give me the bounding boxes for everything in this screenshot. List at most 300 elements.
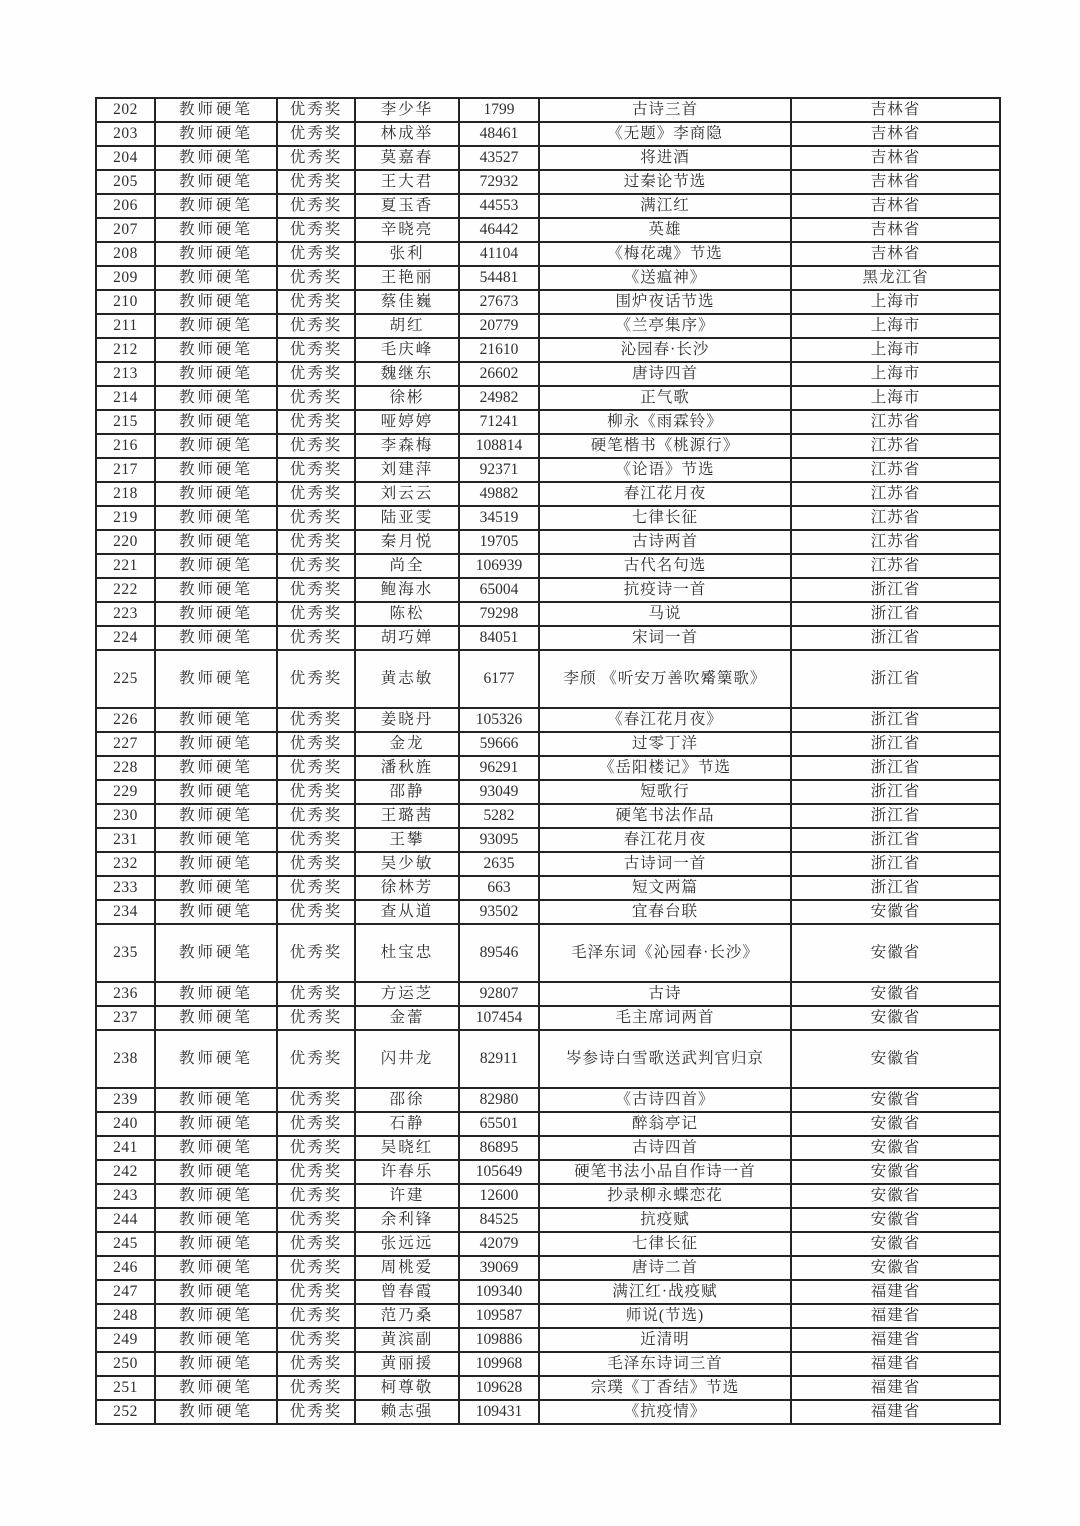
table-row <box>96 602 1000 626</box>
cell-category: 教师硬笔 <box>155 1400 277 1424</box>
cell-work-title: 春江花月夜 <box>539 828 791 852</box>
cell-award: 优秀奖 <box>277 1304 355 1328</box>
cell-province: 浙江省 <box>791 626 1000 650</box>
cell-row-number: 250 <box>96 1352 155 1376</box>
cell-name: 夏玉香 <box>355 194 459 218</box>
cell-row-number: 221 <box>96 554 155 578</box>
cell-row-number: 247 <box>96 1280 155 1304</box>
table-row <box>96 1208 1000 1232</box>
cell-name: 林成举 <box>355 122 459 146</box>
cell-name: 周桃爱 <box>355 1256 459 1280</box>
cell-row-number: 241 <box>96 1136 155 1160</box>
cell-work-title: 柳永《雨霖铃》 <box>539 410 791 434</box>
cell-entry-number: 93049 <box>459 780 539 804</box>
table-row <box>96 242 1000 266</box>
cell-category: 教师硬笔 <box>155 1232 277 1256</box>
cell-work-title: 宗璞《丁香结》节选 <box>539 1376 791 1400</box>
cell-province: 江苏省 <box>791 410 1000 434</box>
cell-award: 优秀奖 <box>277 626 355 650</box>
cell-category: 教师硬笔 <box>155 602 277 626</box>
cell-name: 刘建萍 <box>355 458 459 482</box>
cell-award: 优秀奖 <box>277 122 355 146</box>
cell-entry-number: 82980 <box>459 1088 539 1112</box>
cell-award: 优秀奖 <box>277 1112 355 1136</box>
cell-entry-number: 71241 <box>459 410 539 434</box>
cell-entry-number: 79298 <box>459 602 539 626</box>
table-row <box>96 1006 1000 1030</box>
cell-category: 教师硬笔 <box>155 1006 277 1030</box>
cell-province: 黑龙江省 <box>791 266 1000 290</box>
cell-entry-number: 20779 <box>459 314 539 338</box>
cell-row-number: 206 <box>96 194 155 218</box>
cell-province: 上海市 <box>791 362 1000 386</box>
cell-award: 优秀奖 <box>277 650 355 708</box>
cell-category: 教师硬笔 <box>155 554 277 578</box>
cell-province: 吉林省 <box>791 242 1000 266</box>
table-row <box>96 410 1000 434</box>
cell-name: 吴晓红 <box>355 1136 459 1160</box>
cell-entry-number: 1799 <box>459 98 539 122</box>
cell-province: 安徽省 <box>791 1184 1000 1208</box>
table-row <box>96 266 1000 290</box>
cell-row-number: 224 <box>96 626 155 650</box>
awards-table-body <box>96 98 1000 1424</box>
table-row <box>96 434 1000 458</box>
cell-award: 优秀奖 <box>277 602 355 626</box>
cell-row-number: 233 <box>96 876 155 900</box>
table-row <box>96 1160 1000 1184</box>
cell-row-number: 223 <box>96 602 155 626</box>
cell-row-number: 217 <box>96 458 155 482</box>
cell-province: 江苏省 <box>791 434 1000 458</box>
cell-province: 安徽省 <box>791 1232 1000 1256</box>
cell-work-title: 唐诗二首 <box>539 1256 791 1280</box>
cell-name: 毛庆峰 <box>355 338 459 362</box>
cell-category: 教师硬笔 <box>155 242 277 266</box>
cell-entry-number: 109628 <box>459 1376 539 1400</box>
cell-name: 哑婷婷 <box>355 410 459 434</box>
table-row <box>96 1088 1000 1112</box>
table-row <box>96 194 1000 218</box>
cell-entry-number: 663 <box>459 876 539 900</box>
table-row <box>96 900 1000 924</box>
table-row <box>96 1304 1000 1328</box>
cell-name: 许建 <box>355 1184 459 1208</box>
cell-name: 蔡佳巍 <box>355 290 459 314</box>
cell-work-title: 古诗 <box>539 982 791 1006</box>
cell-row-number: 203 <box>96 122 155 146</box>
table-row <box>96 852 1000 876</box>
cell-row-number: 232 <box>96 852 155 876</box>
cell-category: 教师硬笔 <box>155 1208 277 1232</box>
table-row <box>96 804 1000 828</box>
cell-province: 安徽省 <box>791 1136 1000 1160</box>
cell-entry-number: 26602 <box>459 362 539 386</box>
cell-entry-number: 84051 <box>459 626 539 650</box>
cell-row-number: 244 <box>96 1208 155 1232</box>
cell-province: 浙江省 <box>791 828 1000 852</box>
cell-province: 安徽省 <box>791 1030 1000 1088</box>
cell-category: 教师硬笔 <box>155 1160 277 1184</box>
cell-province: 吉林省 <box>791 194 1000 218</box>
cell-entry-number: 54481 <box>459 266 539 290</box>
cell-province: 安徽省 <box>791 1088 1000 1112</box>
cell-name: 李森梅 <box>355 434 459 458</box>
cell-work-title: 满江红 <box>539 194 791 218</box>
cell-province: 江苏省 <box>791 482 1000 506</box>
cell-row-number: 252 <box>96 1400 155 1424</box>
cell-entry-number: 105649 <box>459 1160 539 1184</box>
table-row <box>96 1232 1000 1256</box>
cell-category: 教师硬笔 <box>155 828 277 852</box>
cell-province: 安徽省 <box>791 982 1000 1006</box>
cell-row-number: 219 <box>96 506 155 530</box>
cell-name: 张利 <box>355 242 459 266</box>
table-row <box>96 290 1000 314</box>
cell-category: 教师硬笔 <box>155 98 277 122</box>
cell-category: 教师硬笔 <box>155 626 277 650</box>
cell-entry-number: 39069 <box>459 1256 539 1280</box>
cell-award: 优秀奖 <box>277 1280 355 1304</box>
cell-row-number: 242 <box>96 1160 155 1184</box>
cell-award: 优秀奖 <box>277 804 355 828</box>
cell-province: 福建省 <box>791 1400 1000 1424</box>
cell-province: 上海市 <box>791 290 1000 314</box>
cell-province: 吉林省 <box>791 98 1000 122</box>
cell-work-title: 满江红·战疫赋 <box>539 1280 791 1304</box>
cell-work-title: 毛主席词两首 <box>539 1006 791 1030</box>
cell-entry-number: 105326 <box>459 708 539 732</box>
cell-work-title: 古诗四首 <box>539 1136 791 1160</box>
cell-category: 教师硬笔 <box>155 362 277 386</box>
cell-row-number: 234 <box>96 900 155 924</box>
cell-province: 浙江省 <box>791 650 1000 708</box>
cell-row-number: 229 <box>96 780 155 804</box>
cell-row-number: 210 <box>96 290 155 314</box>
cell-row-number: 211 <box>96 314 155 338</box>
cell-category: 教师硬笔 <box>155 434 277 458</box>
cell-award: 优秀奖 <box>277 458 355 482</box>
cell-category: 教师硬笔 <box>155 732 277 756</box>
cell-work-title: 正气歌 <box>539 386 791 410</box>
cell-province: 吉林省 <box>791 218 1000 242</box>
cell-name: 闪井龙 <box>355 1030 459 1088</box>
cell-award: 优秀奖 <box>277 852 355 876</box>
cell-award: 优秀奖 <box>277 876 355 900</box>
table-row <box>96 146 1000 170</box>
cell-row-number: 251 <box>96 1376 155 1400</box>
cell-province: 安徽省 <box>791 1006 1000 1030</box>
table-row <box>96 650 1000 708</box>
table-row <box>96 218 1000 242</box>
cell-entry-number: 21610 <box>459 338 539 362</box>
cell-province: 福建省 <box>791 1280 1000 1304</box>
cell-category: 教师硬笔 <box>155 852 277 876</box>
cell-row-number: 228 <box>96 756 155 780</box>
cell-row-number: 209 <box>96 266 155 290</box>
cell-name: 魏继东 <box>355 362 459 386</box>
cell-category: 教师硬笔 <box>155 876 277 900</box>
cell-province: 上海市 <box>791 386 1000 410</box>
cell-name: 黄丽援 <box>355 1352 459 1376</box>
cell-award: 优秀奖 <box>277 482 355 506</box>
cell-work-title: 毛泽东诗词三首 <box>539 1352 791 1376</box>
cell-row-number: 240 <box>96 1112 155 1136</box>
table-row <box>96 1328 1000 1352</box>
cell-work-title: 抗疫诗一首 <box>539 578 791 602</box>
cell-work-title: 过零丁洋 <box>539 732 791 756</box>
cell-entry-number: 65004 <box>459 578 539 602</box>
cell-entry-number: 93095 <box>459 828 539 852</box>
cell-work-title: 春江花月夜 <box>539 482 791 506</box>
cell-work-title: 古诗三首 <box>539 98 791 122</box>
cell-name: 陆亚雯 <box>355 506 459 530</box>
cell-province: 安徽省 <box>791 1160 1000 1184</box>
cell-name: 张远远 <box>355 1232 459 1256</box>
cell-row-number: 231 <box>96 828 155 852</box>
cell-award: 优秀奖 <box>277 1030 355 1088</box>
cell-row-number: 216 <box>96 434 155 458</box>
cell-category: 教师硬笔 <box>155 482 277 506</box>
cell-row-number: 214 <box>96 386 155 410</box>
cell-name: 邵静 <box>355 780 459 804</box>
cell-category: 教师硬笔 <box>155 410 277 434</box>
table-row <box>96 98 1000 122</box>
table-row <box>96 530 1000 554</box>
cell-category: 教师硬笔 <box>155 194 277 218</box>
cell-row-number: 202 <box>96 98 155 122</box>
cell-award: 优秀奖 <box>277 146 355 170</box>
cell-category: 教师硬笔 <box>155 1376 277 1400</box>
cell-province: 浙江省 <box>791 876 1000 900</box>
cell-entry-number: 89546 <box>459 924 539 982</box>
table-row <box>96 924 1000 982</box>
cell-name: 李少华 <box>355 98 459 122</box>
cell-name: 范乃桑 <box>355 1304 459 1328</box>
cell-province: 安徽省 <box>791 900 1000 924</box>
table-row <box>96 756 1000 780</box>
cell-row-number: 230 <box>96 804 155 828</box>
cell-award: 优秀奖 <box>277 828 355 852</box>
cell-name: 黄滨副 <box>355 1328 459 1352</box>
cell-entry-number: 109968 <box>459 1352 539 1376</box>
cell-entry-number: 6177 <box>459 650 539 708</box>
cell-row-number: 204 <box>96 146 155 170</box>
cell-name: 许春乐 <box>355 1160 459 1184</box>
table-row <box>96 338 1000 362</box>
table-row <box>96 1400 1000 1424</box>
cell-work-title: 古诗两首 <box>539 530 791 554</box>
cell-name: 杜宝忠 <box>355 924 459 982</box>
cell-work-title: 《梅花魂》节选 <box>539 242 791 266</box>
cell-award: 优秀奖 <box>277 506 355 530</box>
table-row <box>96 482 1000 506</box>
cell-award: 优秀奖 <box>277 578 355 602</box>
cell-row-number: 246 <box>96 1256 155 1280</box>
cell-entry-number: 34519 <box>459 506 539 530</box>
cell-award: 优秀奖 <box>277 98 355 122</box>
cell-category: 教师硬笔 <box>155 290 277 314</box>
cell-work-title: 英雄 <box>539 218 791 242</box>
cell-row-number: 236 <box>96 982 155 1006</box>
table-row <box>96 626 1000 650</box>
table-row <box>96 314 1000 338</box>
cell-category: 教师硬笔 <box>155 530 277 554</box>
cell-award: 优秀奖 <box>277 362 355 386</box>
cell-award: 优秀奖 <box>277 1160 355 1184</box>
table-row <box>96 170 1000 194</box>
cell-award: 优秀奖 <box>277 732 355 756</box>
cell-name: 曾春霞 <box>355 1280 459 1304</box>
cell-work-title: 短文两篇 <box>539 876 791 900</box>
cell-province: 福建省 <box>791 1328 1000 1352</box>
cell-category: 教师硬笔 <box>155 708 277 732</box>
cell-row-number: 239 <box>96 1088 155 1112</box>
table-row <box>96 732 1000 756</box>
cell-work-title: 抄录柳永蝶恋花 <box>539 1184 791 1208</box>
table-row <box>96 386 1000 410</box>
table-row <box>96 122 1000 146</box>
cell-award: 优秀奖 <box>277 194 355 218</box>
cell-name: 金龙 <box>355 732 459 756</box>
cell-category: 教师硬笔 <box>155 900 277 924</box>
cell-entry-number: 44553 <box>459 194 539 218</box>
cell-name: 王攀 <box>355 828 459 852</box>
table-row <box>96 1184 1000 1208</box>
table-row <box>96 506 1000 530</box>
table-row <box>96 362 1000 386</box>
cell-name: 余利锋 <box>355 1208 459 1232</box>
cell-work-title: 《春江花月夜》 <box>539 708 791 732</box>
cell-name: 莫嘉春 <box>355 146 459 170</box>
cell-province: 福建省 <box>791 1376 1000 1400</box>
cell-province: 上海市 <box>791 338 1000 362</box>
cell-row-number: 227 <box>96 732 155 756</box>
cell-award: 优秀奖 <box>277 242 355 266</box>
cell-province: 安徽省 <box>791 1256 1000 1280</box>
cell-work-title: 岑参诗白雪歌送武判官归京 <box>539 1030 791 1088</box>
cell-category: 教师硬笔 <box>155 780 277 804</box>
cell-entry-number: 109431 <box>459 1400 539 1424</box>
cell-province: 安徽省 <box>791 1112 1000 1136</box>
cell-row-number: 237 <box>96 1006 155 1030</box>
cell-entry-number: 84525 <box>459 1208 539 1232</box>
table-row <box>96 458 1000 482</box>
cell-row-number: 215 <box>96 410 155 434</box>
cell-award: 优秀奖 <box>277 1376 355 1400</box>
cell-award: 优秀奖 <box>277 170 355 194</box>
cell-work-title: 师说(节选) <box>539 1304 791 1328</box>
cell-award: 优秀奖 <box>277 756 355 780</box>
cell-work-title: 李颀 《听安万善吹觱篥歌》 <box>539 650 791 708</box>
table-row <box>96 1352 1000 1376</box>
cell-category: 教师硬笔 <box>155 1280 277 1304</box>
cell-work-title: 唐诗四首 <box>539 362 791 386</box>
cell-entry-number: 43527 <box>459 146 539 170</box>
cell-work-title: 《无题》李商隐 <box>539 122 791 146</box>
cell-entry-number: 82911 <box>459 1030 539 1088</box>
cell-province: 江苏省 <box>791 506 1000 530</box>
cell-province: 安徽省 <box>791 1208 1000 1232</box>
cell-award: 优秀奖 <box>277 386 355 410</box>
cell-award: 优秀奖 <box>277 1088 355 1112</box>
cell-entry-number: 93502 <box>459 900 539 924</box>
table-row <box>96 554 1000 578</box>
cell-work-title: 《兰亭集序》 <box>539 314 791 338</box>
cell-province: 浙江省 <box>791 756 1000 780</box>
cell-province: 江苏省 <box>791 458 1000 482</box>
cell-name: 陈松 <box>355 602 459 626</box>
cell-category: 教师硬笔 <box>155 1112 277 1136</box>
cell-province: 浙江省 <box>791 804 1000 828</box>
cell-entry-number: 24982 <box>459 386 539 410</box>
cell-row-number: 208 <box>96 242 155 266</box>
cell-name: 柯尊敬 <box>355 1376 459 1400</box>
cell-row-number: 235 <box>96 924 155 982</box>
cell-province: 福建省 <box>791 1352 1000 1376</box>
cell-name: 辛晓亮 <box>355 218 459 242</box>
cell-entry-number: 96291 <box>459 756 539 780</box>
cell-entry-number: 59666 <box>459 732 539 756</box>
cell-work-title: 硬笔楷书《桃源行》 <box>539 434 791 458</box>
cell-row-number: 213 <box>96 362 155 386</box>
cell-province: 福建省 <box>791 1304 1000 1328</box>
cell-entry-number: 108814 <box>459 434 539 458</box>
cell-category: 教师硬笔 <box>155 218 277 242</box>
cell-award: 优秀奖 <box>277 1006 355 1030</box>
table-row <box>96 876 1000 900</box>
cell-entry-number: 5282 <box>459 804 539 828</box>
cell-award: 优秀奖 <box>277 218 355 242</box>
cell-row-number: 249 <box>96 1328 155 1352</box>
cell-category: 教师硬笔 <box>155 804 277 828</box>
cell-award: 优秀奖 <box>277 1352 355 1376</box>
cell-name: 王大君 <box>355 170 459 194</box>
cell-entry-number: 86895 <box>459 1136 539 1160</box>
cell-award: 优秀奖 <box>277 982 355 1006</box>
cell-name: 查从道 <box>355 900 459 924</box>
cell-category: 教师硬笔 <box>155 122 277 146</box>
cell-work-title: 硬笔书法作品 <box>539 804 791 828</box>
table-row <box>96 1376 1000 1400</box>
cell-award: 优秀奖 <box>277 900 355 924</box>
cell-award: 优秀奖 <box>277 410 355 434</box>
cell-category: 教师硬笔 <box>155 1184 277 1208</box>
cell-work-title: 古代名句选 <box>539 554 791 578</box>
cell-province: 浙江省 <box>791 852 1000 876</box>
cell-work-title: 古诗词一首 <box>539 852 791 876</box>
cell-work-title: 七律长征 <box>539 506 791 530</box>
cell-work-title: 七律长征 <box>539 1232 791 1256</box>
cell-category: 教师硬笔 <box>155 650 277 708</box>
cell-work-title: 《古诗四首》 <box>539 1088 791 1112</box>
cell-work-title: 毛泽东词《沁园春·长沙》 <box>539 924 791 982</box>
cell-entry-number: 42079 <box>459 1232 539 1256</box>
cell-province: 浙江省 <box>791 602 1000 626</box>
cell-province: 浙江省 <box>791 732 1000 756</box>
cell-name: 徐彬 <box>355 386 459 410</box>
cell-entry-number: 49882 <box>459 482 539 506</box>
cell-name: 鲍海水 <box>355 578 459 602</box>
cell-name: 胡红 <box>355 314 459 338</box>
table-row <box>96 708 1000 732</box>
cell-name: 金蕾 <box>355 1006 459 1030</box>
cell-award: 优秀奖 <box>277 780 355 804</box>
cell-work-title: 围炉夜话节选 <box>539 290 791 314</box>
table-row <box>96 578 1000 602</box>
cell-category: 教师硬笔 <box>155 1136 277 1160</box>
cell-name: 尚全 <box>355 554 459 578</box>
